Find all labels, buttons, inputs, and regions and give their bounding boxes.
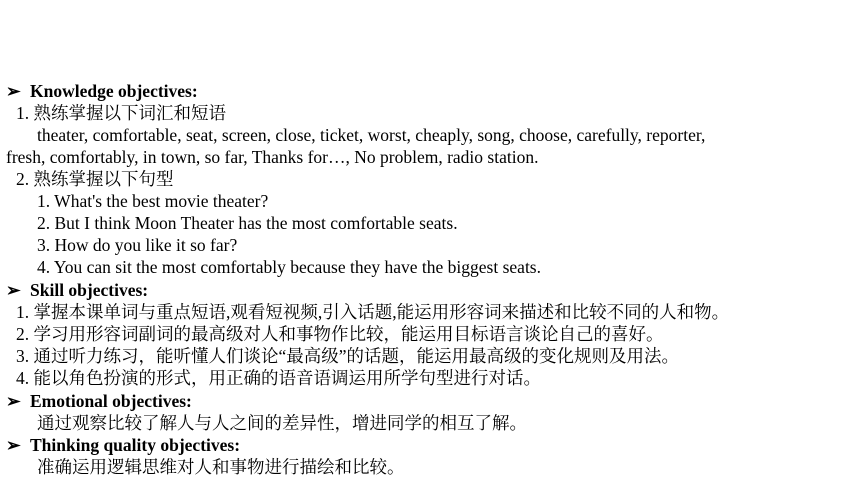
arrow-bullet-icon: ➢ xyxy=(6,435,21,455)
emotional-heading-row xyxy=(6,390,192,412)
vocab-list-line-1: theater, comfortable, seat, screen, close, ticket, worst, cheaply, song, choose, carefully, reporter, xyxy=(37,125,706,145)
emotional-text: 通过观察比较了解人与人之间的差异性，增进同学的相互了解。 xyxy=(37,413,527,433)
sentence-item: 2. But I think Moon Theater has the most comfortable seats. xyxy=(37,213,458,233)
thinking-text: 准确运用逻辑思维对人和事物进行描绘和比较。 xyxy=(37,457,405,477)
arrow-bullet-icon: ➢ xyxy=(6,81,21,101)
skill-item: 2. 学习用形容词副词的最高级对人和事物作比较，能运用目标语言谈论自己的喜好。 xyxy=(16,324,664,344)
knowledge-heading: Knowledge objectives: xyxy=(30,81,198,101)
arrow-bullet-icon: ➢ xyxy=(6,280,21,300)
skill-item: 1. 掌握本课单词与重点短语,观看短视频,引入话题,能运用形容词来描述和比较不同的人和物。 xyxy=(16,302,730,322)
knowledge-heading-row xyxy=(6,80,198,102)
skill-heading: Skill objectives: xyxy=(30,280,149,300)
sentence-item: 4. You can sit the most comfortably because they have the biggest seats. xyxy=(37,257,541,277)
emotional-heading: Emotional objectives: xyxy=(30,391,192,411)
thinking-heading-row xyxy=(6,434,240,456)
thinking-heading: Thinking quality objectives: xyxy=(30,435,241,455)
skill-item: 4. 能以角色扮演的形式，用正确的语音语调运用所学句型进行对话。 xyxy=(16,368,541,388)
sentence-item: 1. What's the best movie theater? xyxy=(37,191,269,211)
arrow-bullet-icon: ➢ xyxy=(6,391,21,411)
skill-item: 3. 通过听力练习，能听懂人们谈论“最高级”的话题，能运用最高级的变化规则及用法。 xyxy=(16,346,680,366)
vocab-list-line-2: fresh, comfortably, in town, so far, Thanks for…, No problem, radio station. xyxy=(6,147,539,167)
sentence-item: 3. How do you like it so far? xyxy=(37,235,238,255)
knowledge-item-vocab-title: 1. 熟练掌握以下词汇和短语 xyxy=(16,103,226,123)
knowledge-item-sentences-title: 2. 熟练掌握以下句型 xyxy=(16,169,174,189)
skill-heading-row xyxy=(6,279,148,301)
